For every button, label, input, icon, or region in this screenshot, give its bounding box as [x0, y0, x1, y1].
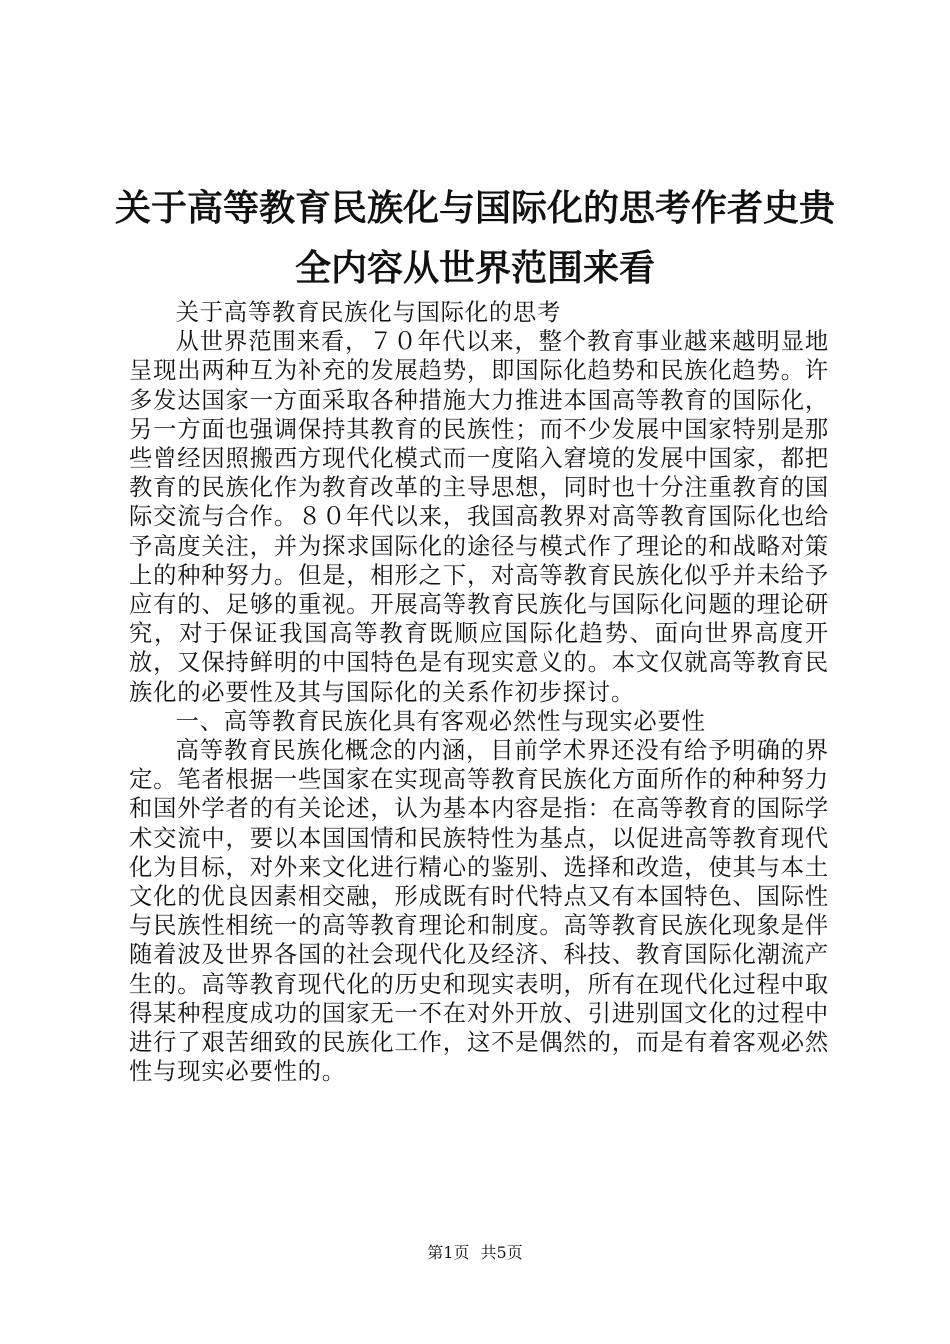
document-title-line-2: 全内容从世界范围来看: [294, 247, 655, 289]
page-number: 第1页: [427, 1243, 470, 1262]
section-heading: 一、高等教育民族化具有客观必然性与现实必要性: [175, 707, 706, 735]
body-paragraph: 从世界范围来看，７０年代以来，整个教育事业越来越明显地呈现出两种互为补充的发展趋势，即国际化趋势和民族化趋势。许多发达国家一方面采取各种措施大力推进本国高等教育的国际化，另一方面也强调保持其教育的民族性；而不少发展中国家特别是那些曾经因照搬西方现代化模式而一度陷入窘境的发展中国家，都把教育的民族化作为教育改革的主导思想，同时也十分注重教育的国际交流与合作。８０年代以来，我国高教界对高等教育国际化也给予高度关注，并为探求国际化的途径与模式作了理论的和战略对策上的种种努力。但是，相形之下，对高等教育民族化似乎并未给予应有的、足够的重视。开展高等教育民族化与国际化问题的理论研究，对于保证我国高等教育既顺应国际化趋势、面向世界高度开放，又保持鲜明的中国特色是有现实意义的。本文仅就高等教育民族化的必要性及其与国际化的关系作初步探讨。: [129, 328, 829, 706]
page-footer: [0, 1243, 950, 1263]
document-title-line-1: 关于高等教育民族化与国际化的思考作者史贵: [114, 187, 835, 229]
body-paragraph: 关于高等教育民族化与国际化的思考: [175, 299, 562, 326]
page-total: 共5页: [480, 1243, 523, 1262]
body-paragraph: 高等教育民族化概念的内涵，目前学术界还没有给予明确的界定。笔者根据一些国家在实现高等教育民族化方面所作的种种努力和国外学者的有关论述，认为基本内容是指：在高等教育的国际学术交流中，要以本国国情和民族特性为基点，以促进高等教育现代化为目标，对外来文化进行精心的鉴别、选择和改造，使其与本土文化的优良因素相交融，形成既有时代特点又有本国特色、国际性与民族性相统一的高等教育理论和制度。高等教育民族化现象是伴随着波及世界各国的社会现代化及经济、科技、教育国际化潮流产生的。高等教育现代化的历史和现实表明，所有在现代化过程中取得某种程度成功的国家无一不在对外开放、引进别国文化的过程中进行了艰苦细致的民族化工作，这不是偶然的，而是有着客观必然性与现实必要性的。: [129, 737, 829, 1086]
document-body: [129, 298, 829, 1086]
